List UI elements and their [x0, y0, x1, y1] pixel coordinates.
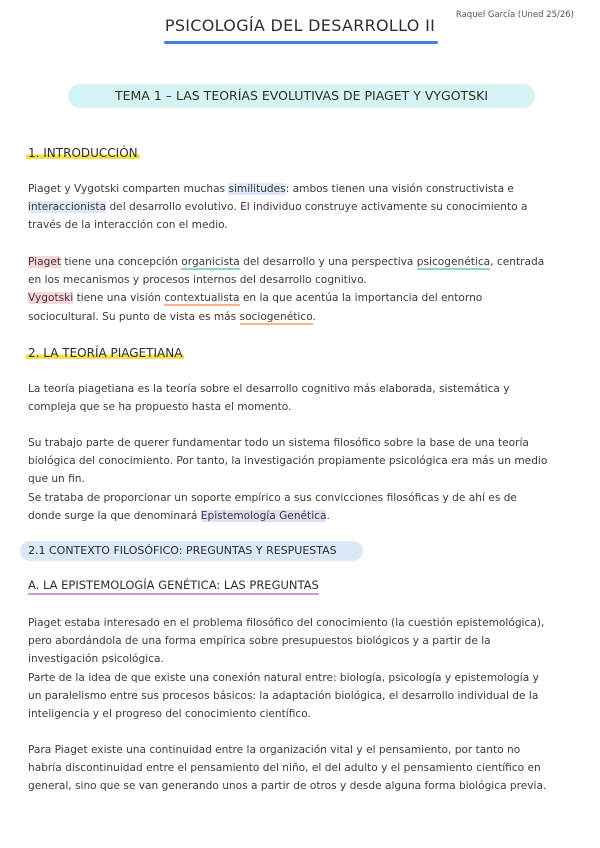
section-1-heading — [26, 144, 140, 162]
title-underline — [164, 41, 438, 44]
author-label: Raquel García (Uned 25/26) — [455, 10, 574, 20]
intro-paragraph-2 — [28, 253, 576, 326]
text-line: Parte de la idea de que existe una conexión natural entre: biología, psicología y epistemología y — [28, 671, 539, 684]
highlight-epistemologia-genetica: Epistemología Genética — [200, 509, 327, 522]
subsection-a-heading-text: A. LA EPISTEMOLOGÍA GENÉTICA: LAS PREGUNTAS — [28, 578, 319, 595]
document-title: PSICOLOGÍA DEL DESARROLLO II — [164, 16, 436, 35]
text-line: sociocultural. Su punto de vista es más sociogenético. — [28, 310, 316, 323]
highlight-vygotski: Vygotski — [28, 292, 74, 305]
text-line: en los mecanismos y procesos internos del desarrollo cognitivo. — [28, 274, 367, 287]
text-line: pero abordándola de una forma empírica sobre presupuestos biológicos y a partir de la — [28, 635, 491, 648]
underline-contextualista: contextualista — [164, 292, 240, 305]
text-line: habría discontinuidad entre el pensamiento del niño, el del adulto y el pensamiento científico en — [28, 762, 541, 775]
text-line: inteligencia y el progreso del conocimiento científico. — [28, 708, 311, 721]
section-2-heading-text: 2. LA TEORÍA PIAGETIANA — [28, 346, 183, 360]
text-line: Se trataba de proporcionar un soporte empírico a sus convicciones filosóficas y de ahí es de — [28, 491, 517, 504]
section-1-heading-text: 1. INTRODUCCIÓN — [28, 146, 138, 160]
text-line: Piaget tiene una concepción organicista del desarrollo y una perspectiva psicogenética, centrada — [28, 256, 545, 268]
text-line: Para Piaget existe una continuidad entre la organización vital y el pensamiento, por tanto no — [28, 744, 521, 756]
highlight-similitudes: similitudes — [228, 183, 286, 195]
text-line: Piaget estaba interesado en el problema filosófico del conocimiento (la cuestión epistemológica), — [28, 617, 545, 629]
text-line: investigación psicológica. — [28, 653, 164, 666]
text-line: Su trabajo parte de querer fundamentar todo un sistema filosófico sobre la base de una teoría — [28, 437, 529, 449]
highlight-piaget: Piaget — [28, 256, 61, 268]
tema-title: TEMA 1 – LAS TEORÍAS EVOLUTIVAS DE PIAGET Y VYGOTSKI — [68, 84, 535, 108]
underline-organicista: organicista — [181, 256, 240, 268]
text-line: través de la interacción con el medio. — [28, 219, 228, 232]
underline-psicogenetica: psicogenética — [416, 256, 491, 268]
subsection-2-1-title: 2.1 CONTEXTO FILOSÓFICO: PREGUNTAS Y RESPUESTAS — [20, 541, 363, 561]
text-line: general, sino que se van generando unos a partir de otros y desde alguna forma biológica previa. — [28, 780, 547, 793]
subsection-a-heading — [28, 578, 319, 592]
epistemology-paragraph-1 — [28, 614, 576, 723]
underline-sociogenetico: sociogenético — [239, 310, 313, 323]
text-line: compleja que se ha propuesto hasta el momento. — [28, 401, 292, 414]
text-line: que un fin. — [28, 473, 85, 486]
text-line: Vygotski tiene una visión contextualista en la que acentúa la importancia del entorno — [28, 292, 483, 305]
intro-paragraph-1 — [28, 180, 576, 235]
epistemology-paragraph-2 — [28, 741, 576, 796]
text-line: biológica del conocimiento. Por tanto, la investigación propiamente psicológica era más un medio — [28, 455, 548, 468]
text-line: La teoría piagetiana es la teoría sobre el desarrollo cognitivo más elaborada, sistemática y — [28, 383, 510, 395]
highlight-interaccionista: interaccionista — [28, 201, 107, 214]
text-line: Piaget y Vygotski comparten muchas similitudes: ambos tienen una visión constructivista e — [28, 183, 514, 195]
text-line: interaccionista del desarrollo evolutivo. El individuo construye activamente su conocimiento a — [28, 201, 528, 214]
piaget-paragraph-2 — [28, 434, 576, 525]
text-line: donde surge la que denominará Epistemología Genética. — [28, 509, 330, 522]
text-line: un paralelismo entre sus procesos básicos: la adaptación biológica, el desarrollo individual de la — [28, 689, 539, 702]
section-2-heading — [26, 344, 184, 362]
piaget-paragraph-1 — [28, 380, 576, 416]
